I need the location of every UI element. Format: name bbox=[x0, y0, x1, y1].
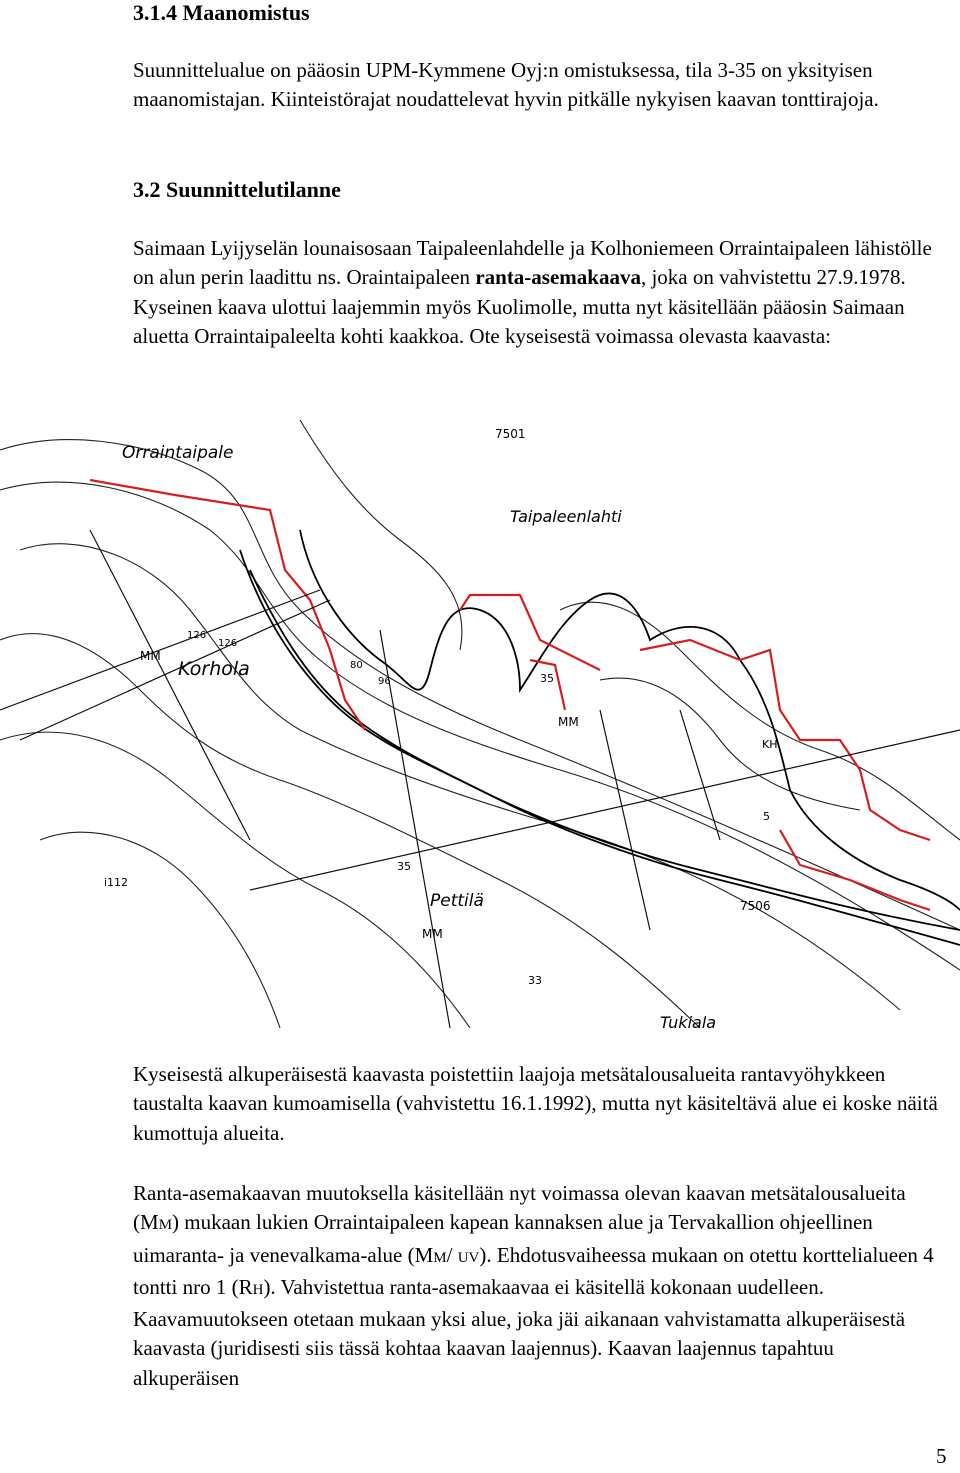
zone-code-mm-uv: MM/ UV bbox=[414, 1242, 480, 1267]
map-label-7501: 7501 bbox=[495, 427, 526, 441]
map-label-33: 33 bbox=[528, 974, 542, 987]
map-label-pettila: Pettilä bbox=[430, 891, 484, 911]
plan-map bbox=[0, 410, 960, 1028]
zone-code-mm: MM bbox=[140, 1210, 173, 1235]
map-label-kh: KH bbox=[762, 738, 778, 751]
section-heading-suunnittelutilanne: 3.2 Suunnittelutilanne bbox=[133, 177, 341, 202]
map-label-i112: i112 bbox=[104, 876, 129, 889]
map-label-mm: MM bbox=[558, 715, 579, 729]
map-label-80: 80 bbox=[350, 660, 363, 671]
paragraph-kumoaminen: Kyseisestä alkuperäisestä kaavasta poistettiin laajoja metsätalousalueita rantavyöhykkeen taustalta kaavan kumoamisella (vahvistettu 16.1.1992), mutta nyt käsiteltävä alue ei koske näitä kumottuja alueita. bbox=[133, 1062, 938, 1145]
page-number: 5 bbox=[936, 1444, 947, 1468]
map-label-35: 35 bbox=[540, 672, 554, 685]
plan-name-bold: ranta-asemakaava bbox=[475, 265, 641, 290]
paragraph-text: ) mukaan lukien Orraintaipaleen kapean kannaksen alue ja Tervakallion ohjeellinen uimaranta- ja venevalkama-alue ( bbox=[133, 1210, 873, 1267]
map-label-korhola: Korhola bbox=[178, 658, 250, 680]
paragraph-text: ). Ehdotusvaiheessa mukaan on otettu korttelialueen 4 tontti nro 1 ( bbox=[133, 1242, 934, 1299]
map-label-35: 35 bbox=[397, 860, 411, 873]
map-label-126: 126 bbox=[218, 638, 238, 649]
map-label-tukiala: Tukiala bbox=[660, 1013, 717, 1028]
map-label-7506: 7506 bbox=[740, 899, 771, 913]
paragraph-text: ). Vahvistettua ranta-asemakaavaa ei käsitellä kokonaan uudelleen. Kaavamuutokseen otetaan mukaan yksi alue, joka jäi aikanaan vahvistamatta alkuperäisestä kaavasta (juridisesti siis tässä kohtaa kaavan laajennus). Kaavan laajennus tapahtuu alkuperäisen bbox=[133, 1274, 906, 1390]
section-heading-maanomistus: 3.1.4 Maanomistus bbox=[133, 0, 310, 25]
map-label-5: 5 bbox=[763, 810, 770, 823]
map-label-96: 96 bbox=[378, 676, 391, 687]
map-label-126: 126 bbox=[187, 630, 207, 641]
paragraph-text: Saimaan Lyijyselän lounaisosaan Taipaleenlahdelle ja Kolhoniemeen Orraintaipaleen lähistölle on alun perin laadittu ns. Oraintaipaleen bbox=[133, 236, 932, 290]
paragraph-maanomistus: Suunnittelualue on pääosin UPM-Kymmene Oyj:n omistuksessa, tila 3-35 on yksityisen maanomistajan. Kiinteistörajat noudattelevat hyvin pitkälle nykyisen kaavan tonttirajoja. bbox=[133, 58, 879, 112]
map-label-taipaleenlahti: Taipaleenlahti bbox=[510, 507, 622, 526]
map-label-mm: MM bbox=[422, 927, 443, 941]
zone-code-rh: RH bbox=[238, 1274, 264, 1299]
paragraph-ranta-asemakaavan-muutos bbox=[133, 1179, 938, 1393]
paragraph-text: Ranta-asemakaavan muutoksella käsitellään nyt voimassa olevan kaavan metsätalousalueita ( bbox=[133, 1181, 906, 1235]
paragraph-suunnittelutilanne bbox=[133, 234, 938, 351]
map-label-mm: MM bbox=[140, 649, 161, 663]
paragraph-text: , joka on vahvistettu 27.9.1978. Kyseinen kaava ulottui laajemmin myös Kuolimolle, mutta nyt käsitellään pääosin Saimaan aluetta Orraintaipaleelta kohti kaakkoa. Ote kyseisestä voimassa olevasta kaavasta: bbox=[133, 265, 906, 348]
map-label-orraintaipale: Orraintaipale bbox=[122, 443, 234, 463]
